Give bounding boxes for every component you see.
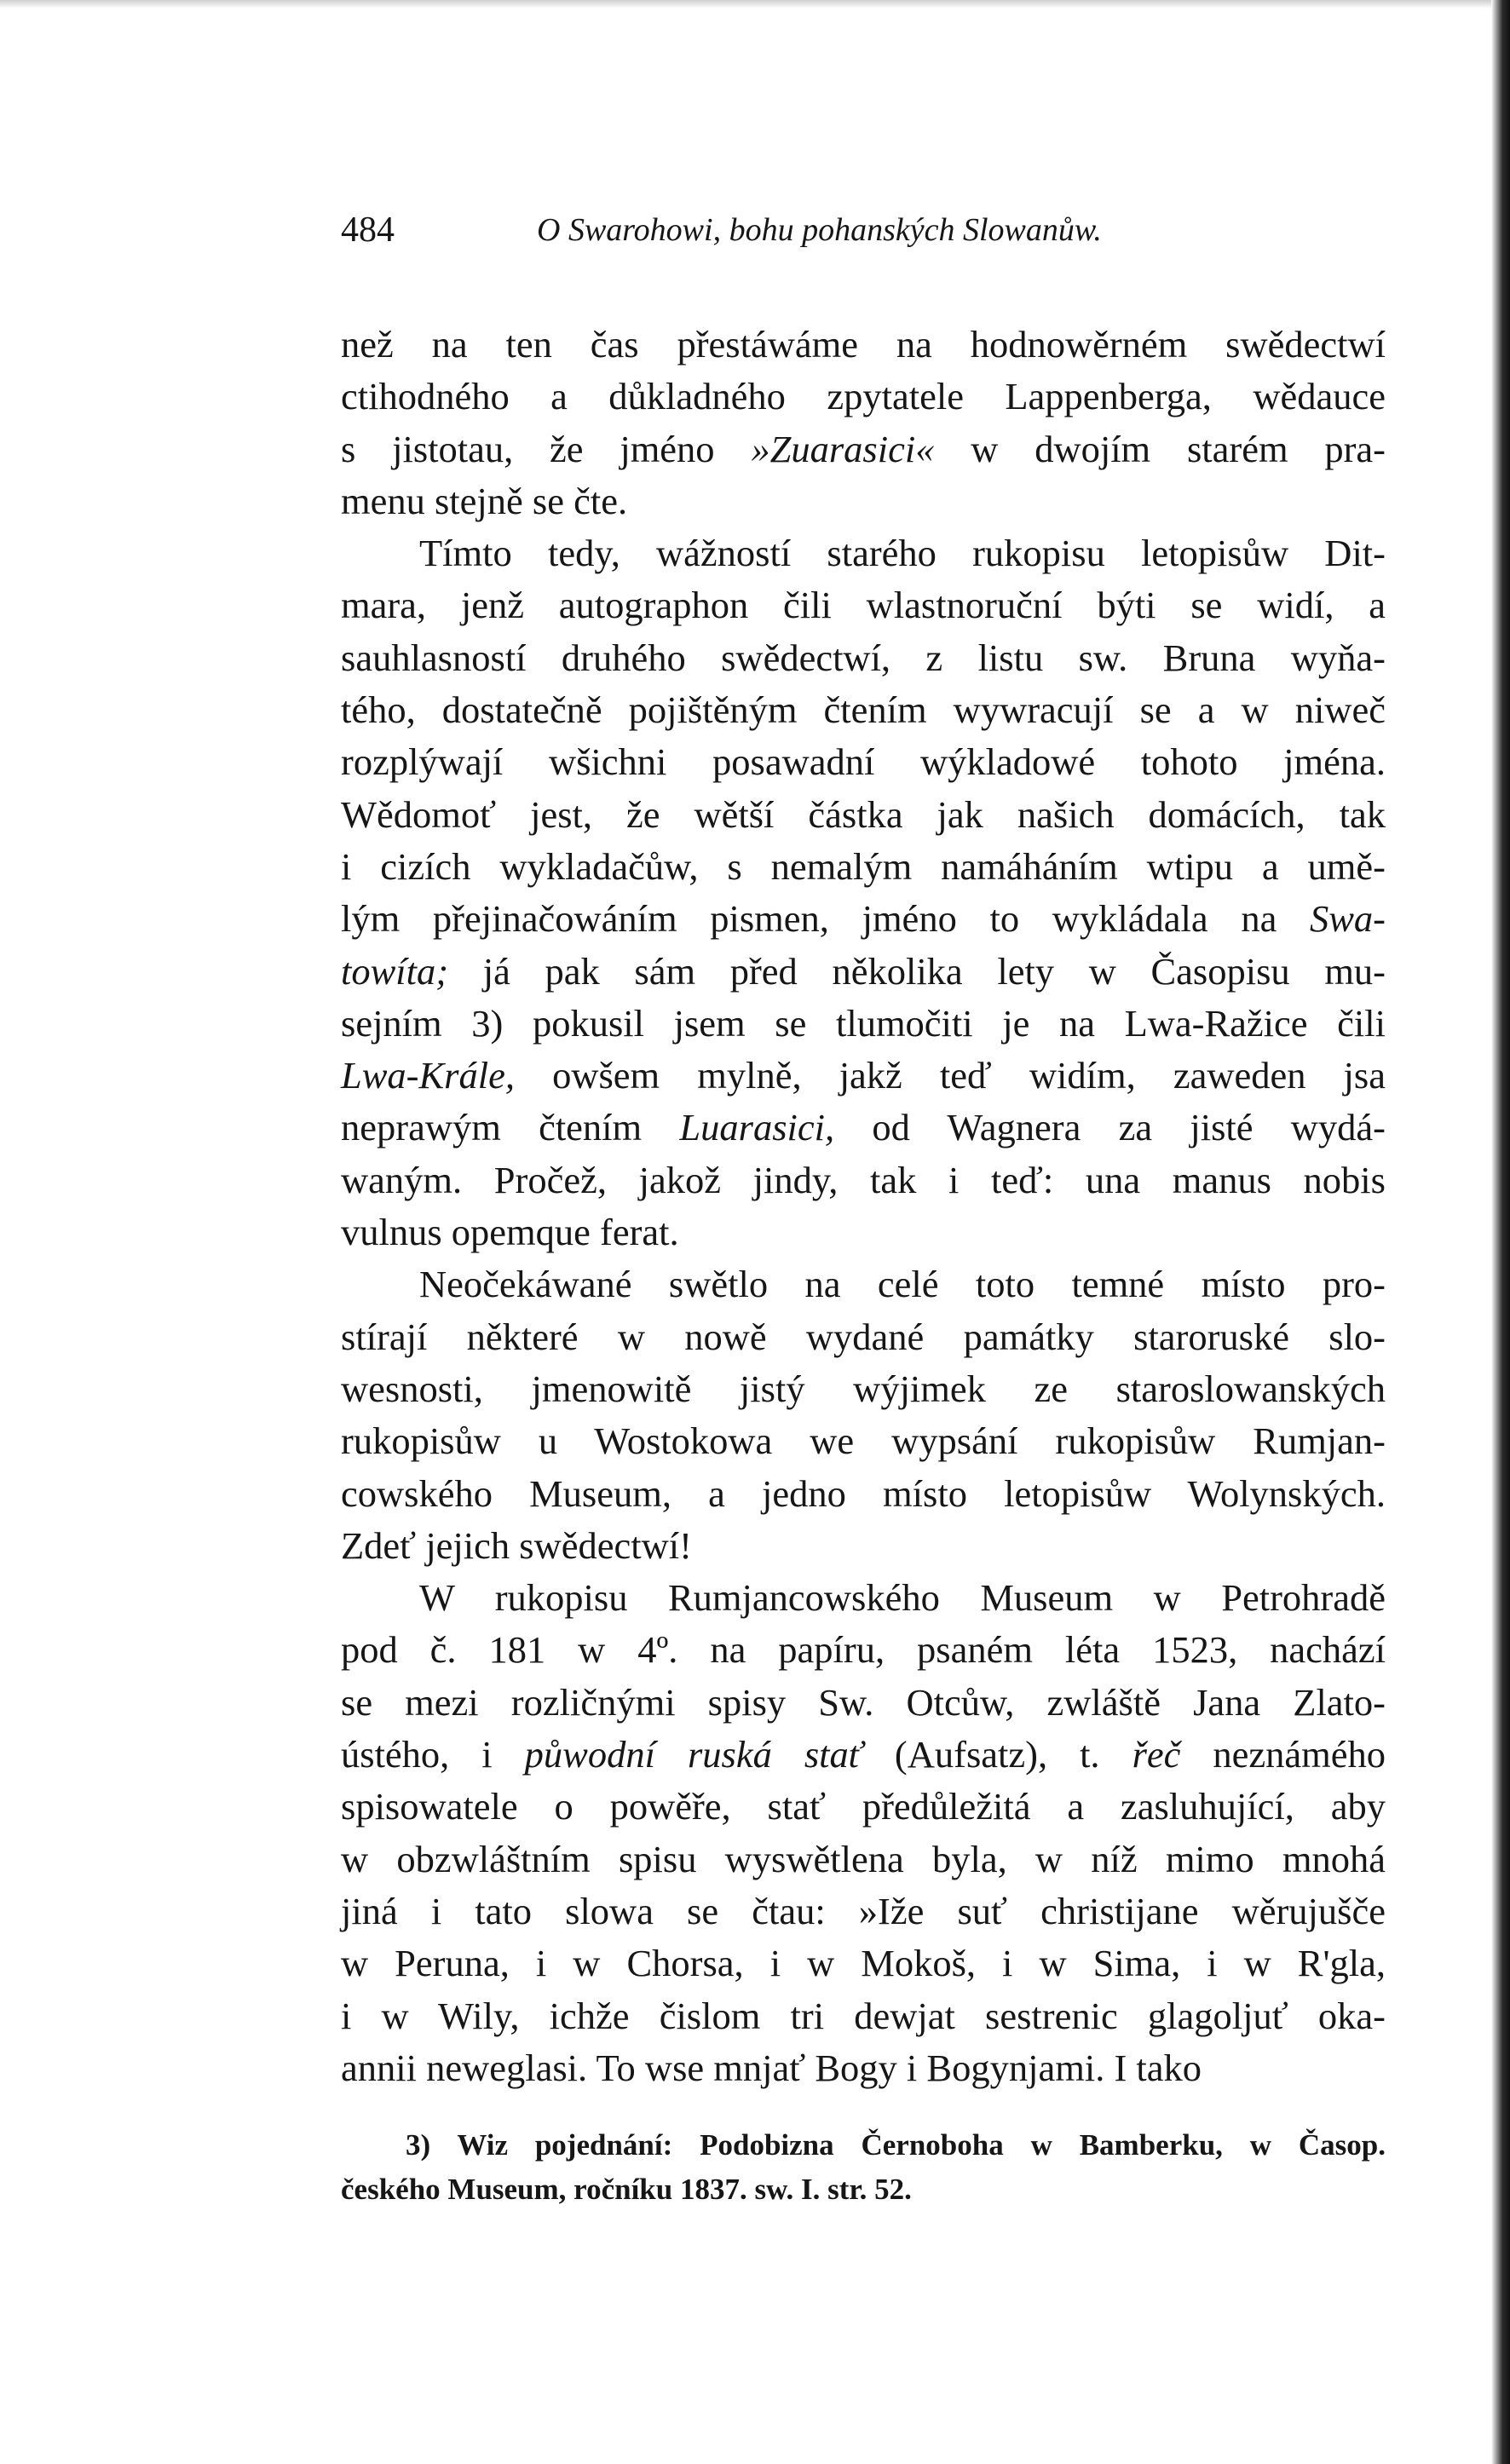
text-line: rozplýwají wšichni posawadní wýkladowé tohoto jména. — [341, 740, 1386, 784]
text-line: ctihodného a důkladného zpytatele Lappenberga, wědauce — [341, 375, 1386, 418]
text-line: tého, dostatečně pojištěným čtením wywracují se a w niweč — [341, 688, 1386, 732]
text-line: i cizích wykladačůw, s nemalým namáháním wtipu a umě- — [341, 844, 1386, 888]
paragraph — [341, 319, 1386, 527]
text-line: Neočekáwané swětlo na celé toto temné místo pro- — [419, 1263, 1386, 1306]
italic-segment: Luarasici, — [679, 1106, 835, 1149]
text-line: stírají některé w nowě wydané památky staroruské slo- — [341, 1315, 1386, 1358]
text-segment: neznámého — [1180, 1733, 1386, 1776]
paragraph — [341, 1258, 1386, 1572]
text-line: menu stejně se čte. — [341, 479, 628, 522]
text-segment: neprawým čtením — [341, 1106, 680, 1149]
text-line: rukopisůw u Wostokowa we wypsání rukopisůw Rumjan- — [341, 1419, 1386, 1463]
text-line: sauhlasností druhého swědectwí, z listu sw. Bruna wyňa- — [341, 636, 1386, 679]
running-head — [341, 198, 1386, 257]
text-segment: w dwojím starém pra- — [934, 427, 1386, 470]
text-line: i w Wily, ichže čislom tri dewjat sestrenic glagoljuť oka- — [341, 1994, 1386, 2037]
text-line — [341, 1102, 1386, 1154]
text-line — [341, 1050, 1386, 1102]
italic-segment: towíta; — [341, 949, 449, 993]
text-line: než na ten čas přestáwáme na hodnowěrném swědectwí — [341, 323, 1386, 366]
paragraph — [341, 1572, 1386, 2094]
italic-segment: půwodní ruská stať — [524, 1733, 862, 1776]
text-line: waným. Pročež, jakož jindy, tak i teď: una manus nobis — [341, 1158, 1386, 1201]
footnote-line: 3) Wiz pojednání: Podobizna Černoboha w Bamberku, w Časop. — [406, 2128, 1386, 2162]
footnotes — [341, 2123, 1386, 2212]
paragraph — [341, 527, 1386, 1258]
text-line: mara, jenž autographon čili wlastnoruční býti se widí, a — [341, 584, 1386, 627]
text-line: Wědomoť jest, že wětší částka jak našich domácích, tak — [341, 792, 1386, 836]
scan-right-edge — [1491, 0, 1510, 2464]
text-line — [341, 893, 1386, 945]
footnote-line: českého Museum, ročníku 1837. sw. I. str. 52. — [341, 2173, 912, 2207]
text-line: w obzwláštním spisu wyswětlena byla, w níž mimo mnohá — [341, 1837, 1386, 1880]
italic-segment: Swa- — [1310, 897, 1386, 941]
text-line: w Peruna, i w Chorsa, i w Mokoš, i w Sima, i w R'gla, — [341, 1942, 1386, 1985]
page-number: 484 — [341, 210, 395, 250]
text-segment: owšem mylně, jakž teď widím, zaweden jsa — [515, 1054, 1386, 1097]
italic-segment: řeč — [1132, 1733, 1181, 1776]
text-line: pod č. 181 w 4º. na papíru, psaném léta 1523, nachází — [341, 1628, 1386, 1672]
text-line: W rukopisu Rumjancowského Museum w Petrohradě — [419, 1576, 1386, 1620]
text-line: se mezi rozličnými spisy Sw. Otcůw, zwláště Jana Zlato- — [341, 1680, 1386, 1724]
footnote-separator — [341, 2094, 1386, 2123]
text-line: Zdeť jejich swědectwí! — [341, 1523, 692, 1567]
text-line: sejním 3) pokusil jsem se tlumočiti je na Lwa-Ražice čili — [341, 1001, 1386, 1045]
italic-segment: »Zuarasici« — [751, 427, 935, 470]
text-line: Tímto tedy, wážností starého rukopisu letopisůw Dit- — [419, 532, 1386, 575]
text-segment: s jistotau, že jméno — [341, 427, 752, 470]
text-line — [341, 1729, 1386, 1781]
text-line: wesnosti, jmenowitě jistý wýjimek ze staroslowanských — [341, 1367, 1386, 1410]
text-line: jiná i tato slowa se čtau: »Iže suť christijane wěrujušče — [341, 1889, 1386, 1932]
text-segment: ústého, i — [341, 1733, 525, 1776]
text-line: vulnus opemque ferat. — [341, 1211, 679, 1254]
scan-top-edge — [0, 0, 1510, 9]
text-segment: lým přejinačowáním pismen, jméno to wykládala na — [341, 897, 1310, 941]
text-line — [341, 423, 1386, 475]
text-segment: od Wagnera za jisté wydá- — [834, 1106, 1386, 1149]
text-segment: já pak sám před několika lety w Časopisu mu- — [448, 949, 1386, 993]
body-text — [341, 319, 1386, 2094]
text-line — [341, 946, 1386, 998]
italic-segment: Lwa-Krále, — [341, 1054, 515, 1097]
text-line: spisowatele o powěře, stať předůležitá a zasluhující, aby — [341, 1785, 1386, 1828]
text-line: annii neweglasi. To wse mnjať Bogy i Bogynjami. I tako — [341, 2046, 1202, 2089]
text-line: cowského Museum, a jedno místo letopisůw Wolynských. — [341, 1471, 1386, 1515]
running-title: O Swarohowi, bohu pohanských Slowanůw. — [537, 212, 1102, 248]
text-segment: (Aufsatz), t. — [862, 1733, 1132, 1776]
book-page — [341, 198, 1386, 2212]
